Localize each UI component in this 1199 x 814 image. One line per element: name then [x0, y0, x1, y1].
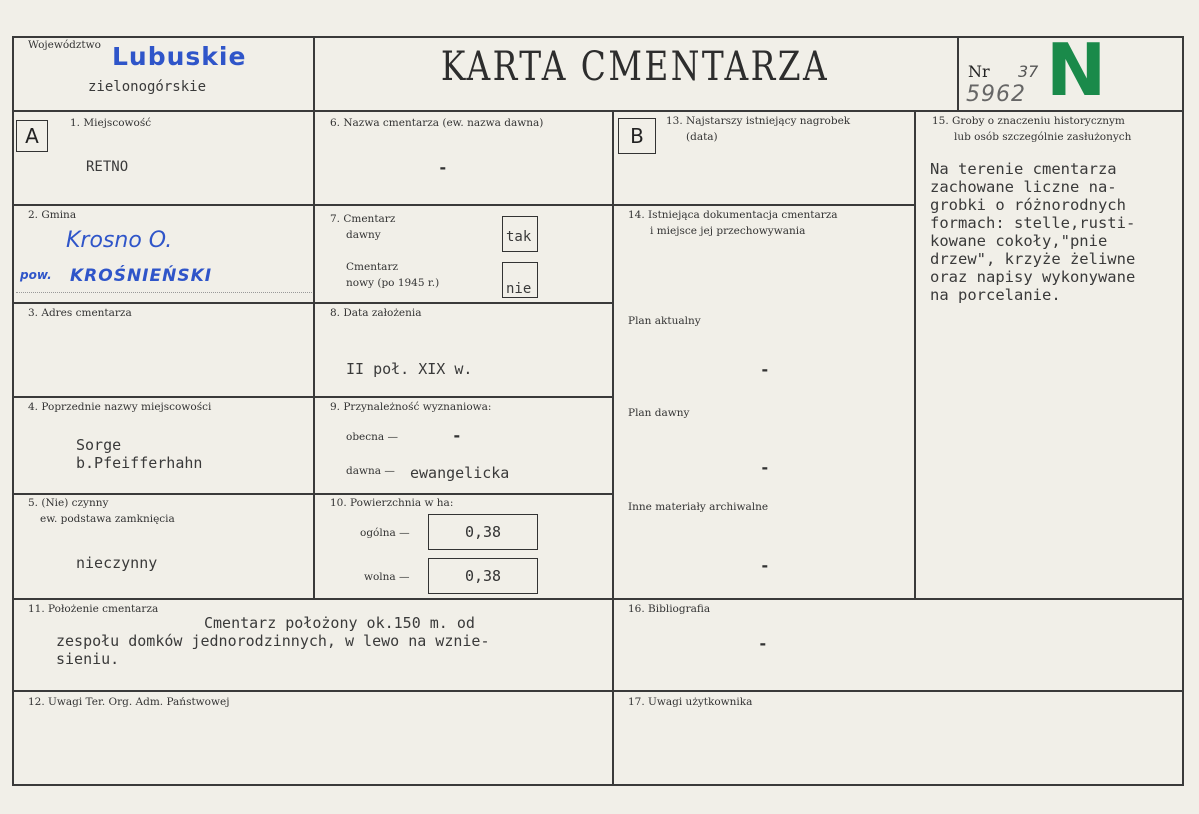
field-9-obecna-label: obecna — [346, 431, 398, 443]
divider-header-nr [957, 36, 959, 111]
field-9-obecna-value: - [452, 426, 462, 445]
field-9-dawna-label: dawna — [346, 465, 395, 477]
field-14-label-1: 14. Istniejąca dokumentacja cmentarza [628, 209, 838, 221]
field-5-value: nieczynny [76, 554, 158, 572]
plan-aktualny-value: - [760, 360, 770, 379]
field-5-label-2: ew. podstawa zamknięcia [40, 513, 175, 525]
field-15-line: Na terenie cmentarza [930, 160, 1117, 178]
field-10-label: 10. Powierzchnia w ha: [330, 497, 454, 509]
row-divider-3 [12, 396, 613, 398]
divider-col3 [914, 110, 916, 599]
inne-materialy-value: - [760, 556, 770, 575]
field-3-label: 3. Adres cmentarza [28, 307, 132, 319]
frame-right [1182, 36, 1184, 785]
divider-col1 [313, 36, 315, 599]
field-7-nowy-label-1: Cmentarz [346, 261, 398, 273]
field-7-nowy-label-2: nowy (po 1945 r.) [346, 277, 440, 289]
field-1-value: RETNO [86, 159, 129, 175]
field-2-label: 2. Gmina [28, 209, 77, 221]
field-8-label: 8. Data założenia [330, 307, 422, 319]
field-7-label-1: 7. Cmentarz [330, 213, 396, 225]
field-6-value: - [438, 158, 448, 177]
section-a-box: A [16, 120, 48, 152]
wojewodztwo-stamp: Lubuskie [112, 42, 247, 71]
field-1-label: 1. Miejscowość [70, 117, 152, 129]
field-9-label: 9. Przynależność wyznaniowa: [330, 401, 492, 413]
frame-header-bottom [12, 110, 1184, 112]
field-15-line: oraz napisy wykonywane [930, 268, 1136, 286]
field-15-line: grobki o różnorodnych [930, 196, 1126, 214]
field-17-label: 17. Uwagi użytkownika [628, 696, 753, 708]
nr-label: Nr [968, 62, 990, 81]
plan-dawny-value: - [760, 458, 770, 477]
divider-col2 [612, 110, 614, 785]
wojewodztwo-typed: zielonogórskie [88, 79, 207, 95]
frame-bottom [12, 784, 1184, 786]
field-11-label: 11. Położenie cmentarza [28, 603, 159, 615]
field-15-label-1: 15. Groby o znaczeniu historycznym [932, 115, 1125, 127]
field-13-label-1: 13. Najstarszy istniejący nagrobek [666, 115, 851, 127]
field-16-value: - [758, 634, 768, 653]
row-divider-4 [12, 493, 613, 495]
field-15-line: formach: stelle,rusti- [930, 214, 1136, 232]
field-2-underline [16, 292, 312, 293]
row-divider-6 [12, 690, 1184, 692]
plan-aktualny-label: Plan aktualny [628, 315, 701, 327]
field-10-ogolna-value: 0,38 [428, 514, 538, 550]
field-6-label: 6. Nazwa cmentarza (ew. nazwa dawna) [330, 117, 544, 129]
page-title: KARTA CMENTARZA [440, 44, 830, 90]
field-15-line: kowane cokoły,"pnie [930, 232, 1108, 250]
row-divider-5 [12, 598, 1184, 600]
field-8-value: II poł. XIX w. [346, 360, 473, 378]
plan-dawny-label: Plan dawny [628, 407, 690, 419]
section-b-box: B [618, 118, 656, 154]
field-13-label-2: (data) [686, 131, 718, 143]
field-11-value-2: zespołu domków jednorodzinnych, w lewo na wznie- [56, 632, 490, 650]
inne-materialy-label: Inne materiały archiwalne [628, 501, 769, 513]
row-divider-1 [12, 204, 613, 206]
row-divider-2 [12, 302, 613, 304]
field-4-label: 4. Poprzednie nazwy miejscowości [28, 401, 212, 413]
field-10-wolna-label: wolna — [364, 571, 410, 583]
field-11-value-3: sieniu. [56, 650, 120, 668]
field-9-dawna-value: ewangelicka [410, 464, 510, 482]
field-4-value-2: b.Pfeifferhahn [76, 454, 203, 472]
field-15-line: na porcelanie. [930, 286, 1061, 304]
field-10-wolna-value: 0,38 [428, 558, 538, 594]
field-14-label-2: i miejsce jej przechowywania [650, 225, 806, 237]
nr-handwritten: 5962 [966, 82, 1026, 107]
field-16-label: 16. Bibliografia [628, 603, 711, 615]
frame-top [12, 36, 1184, 38]
row-divider-col3 [612, 204, 915, 206]
field-15-line: zachowane liczne na- [930, 178, 1117, 196]
field-2-pow-value: KROŚNIEŃSKI [70, 266, 213, 286]
field-5-label-1: 5. (Nie) czynny [28, 497, 109, 509]
field-2-value: Krosno O. [66, 228, 173, 253]
field-15-label-2: lub osób szczególnie zasłużonych [954, 131, 1132, 143]
field-7-dawny-value: tak [506, 229, 532, 245]
field-15-value [930, 160, 1135, 304]
field-12-label: 12. Uwagi Ter. Org. Adm. Państwowej [28, 696, 230, 708]
field-4-value-1: Sorge [76, 436, 122, 454]
wojewodztwo-label: Województwo [28, 39, 101, 51]
big-letter-n: N [1046, 28, 1107, 112]
field-7-label-2: dawny [346, 229, 381, 241]
frame-left [12, 36, 14, 785]
field-15-line: drzew", krzyże żeliwne [930, 250, 1136, 268]
field-7-nowy-value: nie [506, 281, 532, 297]
field-11-value-1: Cmentarz położony ok.150 m. od [204, 614, 475, 632]
field-10-ogolna-label: ogólna — [360, 527, 410, 539]
field-2-pow-prefix: pow. [20, 268, 52, 282]
nr-value: 37 [1018, 62, 1039, 81]
